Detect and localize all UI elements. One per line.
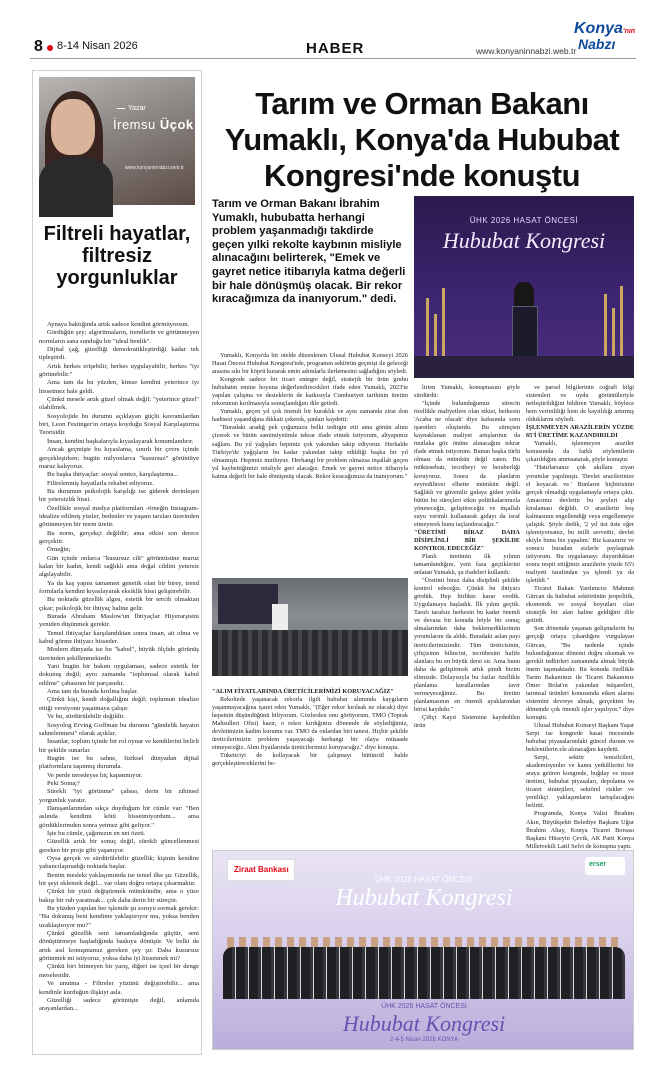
website-url: www.konyaninnabzi.web.tr (476, 46, 577, 56)
paragraph: Danışanlarımdan sıkça duyduğum bir cümle var: "Ben aslında kendimi kötü hissetmiyordum... ama gördüklerimden sonra yetmez gibi geliyor." (39, 804, 199, 829)
paragraph: Ulusal Hububat Konseyi Başkanı Yaşar Serpi ise kongrede hasat öncesinde hububat piyasalarındaki güncel durum ve beklentilerin ele alınacağını kaydetti. (526, 721, 634, 754)
paragraph: Programda, Konya Valisi İbrahim Akın, Büyükşehir Belediye Başkanı Uğur İbrahim Altay, Konya Ticaret Borsası Başkanı Hüseyin Çevik, AK Parti Konya Milletvekili Latif Selvi de konuşma yaptı. (526, 810, 634, 850)
paragraph: Ama tam da burada kırılma başlar. (47, 688, 139, 696)
paragraph: Bu yüzden yapılan her işlemde şu soruyu sormak gerekir: "Bu dokunuş beni kendime yaklaştırıyor mu, yoksa benden uzaklaştırıyor mu?" (39, 905, 199, 929)
group-bottom-top: ÜHK 2026 HASAT ÖNCESİ (381, 1003, 467, 1010)
paragraph: Çünkü güzellik seni tamamladığında güçtür, seni dönüştürmeye başladığında baskıya dönüşür. Ve belki de artık asıl konuşmamız gereken şey şu: Daha kusursuz görünmek mi istiyoruz, yoksa daha iyi hissetmek mi? (39, 930, 199, 963)
paragraph: Serpi, sektör temsilcileri, akademisyenler ve kamu yetkililerini bir araya getiren kongrede, buğday ve mısır üretimi, hububat piyasaları, depolama ve ticaret stratejileri, sektörel riskler ve yenilikçi yaklaşımların tartışılacağını belirtti. (526, 754, 634, 810)
paragraph: "ÜRETİMİ BİRAZ DAHA DİSİPLİNLİ BİR ŞEKİLDE KONTROL EDECEĞİZ" (414, 528, 520, 552)
paragraph: Peki Sonuç? (47, 779, 80, 787)
paragraph: Burada Abraham Maslow'un İhtiyaçlar Hiyerarşisini yeniden düşünmek gerekir. (39, 613, 199, 629)
paragraph: ve parsel bilgilerinin coğrafi bilgi sistemleri ve uydu görüntüleriyle netleştirildiğini bildiren Yumaklı, böylece hem verimliliği hem de kayıtlılığı artırmış olduklarını söyledi. (526, 384, 634, 424)
newspaper-logo (574, 20, 634, 56)
paragraph: İnsan, kendini başkalarıyla kıyaslayarak konumlandırır. (47, 437, 194, 445)
paragraph: Güzelliği sadece görünüşte değil, anlamda arayanlardan... (39, 996, 199, 1013)
paragraph: Sosyolog Erving Goffman bu durumu "gündelik hayatın sahnelenmesi" olarak açıklar. (39, 721, 199, 737)
paragraph: Kongrede sadece bir ticari entegre değil, stratejik bir ürün grubu hububatın emine hoyuna değerlendirecekleri ifade eden Yumaklı, 2023'te yapılan çalışma ve desteklerin de katkısıyla Cumhuriyet tarihinin üretim rekorunun kırılmasıyla sonuçlandığını dile getirdi. (212, 376, 408, 408)
logo-line1: Konya (574, 20, 623, 37)
article-body-2 (212, 688, 408, 844)
paragraph: "Üretimi biraz daha disiplinli şekilde kontrol edeceğiz. Çünkü bu ihtiyacı gördük. Hep birlikte karar verdik. Uygulamaya başladık. İlk yılını geçtik. Tarafı tarafsız herkesin bu kadar önemli ve devasa bir konuda böyle bir sonuç almalarından daha beklemediklerimin yorumlarını da aldık. Buradaki aslan payı üreticilerimizindir. Tüm üreticisinin, çiftçisinin bilincini, tecrübesini hafife alanlara bu en büyük dersi sir. Ama bunu daha da geliştirmek artık şimdi bizim elimizde. Dolayısıyla bu fazlar özellikle planlama kurallarından tavır vermeyeceğimiz. Bu üretim planlamasının en önemli ayaklarından birisi kaydıdır." (414, 577, 520, 713)
paragraph: Benim mesleki yaklaşımımda ise temel ilke şu: Güzellik, bir şeyi eklemek değil... var olanı doğru ortaya çıkarmaktır. (39, 871, 199, 888)
paragraph: Bu noktada güzellik algısı, estetik bir tercih olmaktan çıkar; psikolojik bir ihtiyaç haline gelir. (39, 596, 199, 612)
paragraph: Çünkü biri bitmeyen bir yarış, diğeri ise içsel bir denge meselesidir. (39, 963, 199, 979)
paragraph: Güzellik artık bir sonuç değil, sürekli güncellenmesi gereken bir proje gibi yaşanıyor. (39, 838, 199, 854)
paragraph: Gün içinde onlarca "kusursuz cilt" görüntüsüne maruz kalan bir kadın, kendi sağlıklı ama doğal cildini yetersiz algılayabilir. (39, 554, 199, 579)
logo-line2: Nabzı (578, 36, 616, 52)
group-bottom-date: 2-4-5 Nisan 2026 KONYA (389, 1037, 459, 1043)
paragraph: İşte bu cümle, çağımızın en net özeti. (47, 829, 146, 837)
author-name: İremsu Üçok (113, 117, 194, 132)
paragraph: "ALIM FİYATLARINDA ÜRETİCİLERİMİZİ KORUYACAĞIZ" (212, 688, 394, 695)
paragraph: Yumaklı, işlenmeyen araziler konusunda da farklı söylentilerin çıkarıldığını anımsatarak, şöyle konuştu: (526, 440, 634, 464)
group-banner-title: Hububat Kongresi (335, 885, 513, 911)
paragraph: Filtrelenmiş hayatlarla rekabet ediyoruz. (47, 479, 154, 487)
paragraph: Rekoltede yaşanacak rekorla ilgili hububat alımında kaygıların yaşanmayacağına işaret eden Yumaklı, "(Eğer rekor kırılsak ne olacak) diye hepsinin düşündüğünü biliyorum. Gözlerden onu görüyorum. TMO (Toprak Mahsulleri Ofisi) hazır, o rekor kırdığımız dönemde de söylediğimiz, devletimizin kadim kurumu var. TMO da onlardan biri tanesi. Hiçbir şekilde üreticilerimizin problem yaşayacağı herhangi bir olaya müsaade etmeyeceğiz. Alım fiyatlarında üreticilerimizi koruyacağız." diye konuştu. (212, 696, 408, 752)
paragraph: Artık herkes erişebilir, herkes uygulayabilir, herkes "iyi görünebilir." (39, 362, 199, 379)
article-body-4 (526, 384, 634, 850)
paragraph: Çünkü kişi, kendi doğallığını değil; toplumun idealize ettiği versiyonu yaşatmaya çalışır. (39, 696, 199, 712)
paragraph: Ama tam da bu yüzden, kimse kendini yeterince iyi hissetmez hale geldi. (39, 379, 199, 395)
author-site: www.konyaninnabzi.web.tr (125, 165, 184, 171)
paragraph: "Hatırlarsanız çok akıllara ziyan yorumlar yapılmıştı. 'Devlet arazilerinize el koyacak ve.' Bunların hiçbirisinin gerçek olmadığı uygulamayla ortaya çıktı. Amacımız devletin bu şeyleri alıp kiralaması değildi. O arazilerin boş kalmasının engellendiği veya engellemeye çalıştık. Şöyle dedik, '2 yıl üst üste eğer işlemiyorsanız, bu milli servettir, devlet ekiyle bunu biz yapalım.' Biz kazanırız ve sonucu buradan sizlerle paylaşmak istiyorum. Bu uygulamayı duyurduktan sonra tespit ettiğimiz arazilerin yüzde 65'i maliyeti tarafından ya işlendi ya da işletildi." (526, 464, 634, 585)
paragraph: Yumaklı, Konya'da bir otelde düzenlenen Ulusal Hububat Konseyi 2026 Hasat Öncesi Hububat Kongresi'nde, programın sektörün geçmişi ile geleceği arasına sıkı bir köprü kurarak emin adımlarla ilerlemesini sağladığını söyledi. (212, 352, 408, 376)
paragraph: Gördüğün şey; algoritmaların, trendlerin ve görünmeyen normların sana sunduğu bir "ideal benlik". (39, 329, 199, 345)
paragraph: "Buradaki aradığ pek çoğumuzu belki tedirgin etti ama gönün altını çizerek ve bütün samimiyetimle tekrar ifade etmek istiyorum, altyapımız sağlam. Bu yıl yağışları hepimiz çok yakından takip ediyoruz. Herhalde Türkiye'de yağışların bu kadar yakından takip edildiği başka bir yıl olmamıştı. Hepimiz mutluyuz. Herhangi bir problem olmazsa inşallah geçen yıl kaybettiğimizi misliyle geri alacağız. Emek ve gayret netice itibarıyla katma değerli bir hale dönüşmüş olacak. Rekor kıracağımıza da inanıyorum." (212, 424, 408, 480)
column-title: Filtreli hayatlar, filtresiz yorgunluklar (43, 223, 191, 289)
group-photo (212, 850, 634, 1050)
paragraph: Sürekli "iyi görünme" çabası, derin bir zihinsel yorgunluk yaratır. (39, 788, 199, 804)
paragraph: Bu norm, gerçekçi değildir; ama etkisi son derece gerçektir. (39, 529, 199, 545)
paragraph: Yani bugün bir bakım uygulaması, sadece estetik bir dokunuş değil; aynı zamanda "toplumsal olarak kabul edilme" çabasının bir parçasıdır. (39, 663, 199, 687)
page-header (0, 0, 662, 60)
page-number: 8 (34, 38, 43, 55)
paragraph: Ancak geçmişte bu kıyaslama, sınırlı bir çevre içinde gerçekleşirken; bugün milyonlarca "kusursuz" görüntüye maruz kalıyoruz. (39, 446, 199, 470)
paragraph: Çiftçi Kayıt Sistemine kaydedilen ürün (414, 713, 520, 729)
page-date: 8-14 Nisan 2026 (57, 40, 138, 52)
sponsor-banner: Ziraat Bankası (227, 859, 295, 881)
page-dot-icon (47, 45, 53, 51)
paragraph: Tüketiciyi de kollayacak bir çalışmayı bütüncül halde gerçekleştireceklerini be- (212, 752, 408, 768)
opinion-column (32, 70, 202, 1055)
author-tag: Yazar (117, 105, 146, 112)
sponsor-logo: erser (585, 857, 625, 875)
paragraph: Ve bu, sürdürülebilir değildir. (47, 713, 125, 721)
group-banner-top: ÜHK 2026 HASAT ÖNCESİ (375, 875, 473, 884)
paragraph: İŞLENMEYEN ARAZİLERİN YÜZDE 65'İ ÜRETİME KAZANDIRILDI (526, 424, 634, 440)
paragraph: lirten Yumaklı, konuşmasını şöyle sürdürdü: (414, 384, 520, 400)
paragraph: Dijital çağ, güzelliği demokratikleştirdiği kadar tek tipleştirdi. (39, 346, 199, 362)
paragraph: Özellikle sosyal medya platformları -örneğin Instagram- idealize edilmiş yüzler, bedenler ve yaşam tarzları üzerinden görünmeyen bir norm üretir. (39, 504, 199, 529)
section-label: HABER (306, 40, 365, 57)
author-photo (39, 77, 195, 205)
article-body-3 (414, 384, 520, 844)
group-people (223, 947, 625, 999)
header-divider (30, 58, 636, 59)
paragraph: Sosyolojide bu durumu açıklayan güçlü kavramlardan biri, Leon Festinger'ın ortaya koyduğu Sosyal Karşılaştırma Teorisidir. (39, 412, 199, 437)
paragraph: Bu durumun psikolojik karşılığı ise giderek derinleşen bir yetersizlik hissi. (39, 487, 199, 504)
paragraph: İnsanlar, toplum içinde bir rol oynar ve kendilerini belirli bir şekilde sunarlar. (39, 738, 199, 754)
paragraph: Ve unutma - Filtreler yüzünü değiştirebilir... ama kendinle kurduğun ilişkiyi asla. (39, 980, 199, 996)
article-headline: Tarım ve Orman Bakanı Yumaklı, Konya'da Hububat Kongresi'nde konuştu (224, 86, 620, 193)
paragraph: Örneğin; (47, 546, 71, 554)
stage-photo (414, 196, 634, 378)
paragraph: Ticaret Bakan Yardımcısı Mahmut Gürcan da hububat sektörünün jeopolitik, ekonomik ve sosyal boyutları olan stratejik bir alan haline geldiğini dile getirdi. (526, 585, 634, 625)
paragraph: Çünkü mesele artık güzel olmak değil; "yeterince güzel" olabilmek. (39, 396, 199, 412)
column-body (39, 321, 199, 1053)
paragraph: Oysa gerçek ve sürdürülebilir güzellik; kişinin kendine yabancılaşmadığı noktada başlar. (39, 855, 199, 871)
article-body-1 (212, 352, 408, 572)
paragraph: Bugün ise bu sahne, fiziksel dünyadan dijital platformlara taşınmış durumda. (39, 754, 199, 771)
paragraph: Ya da kaş yapısı tamamen genetik olan bir birey, trend formlarla kendini kıyaslayarak eksiklik hissi geliştirebilir. (39, 579, 199, 595)
stage-banner-top: ÜHK 2026 HASAT ÖNCESİ (469, 216, 579, 225)
paragraph: Bu başka ihtiyaçlar: sosyal sentez, karşılaştırma... (47, 471, 179, 479)
paragraph: Yumaklı, geçen yıl çok önemli bir kuraklık ve aynı zamanda zirai don hadisesi yaşandığına dikkati çekerek, şunları kaydetti: (212, 408, 408, 424)
paragraph: Temel ihtiyaçlar karşılandıktan sonra insan, ait olma ve kabul görme ihtiyacı hisseder. (39, 629, 199, 646)
audience-photo (212, 578, 408, 676)
article-lead: Tarım ve Orman Bakanı İbrahim Yumaklı, hububatta herhangi problem yaşanmadığı takdirde geçen yılki rekolte kaybının misliyle alınacağını belirterek, "Emek ve gayret netice itibarıyla katma değerli bir hale dönüşmüş olacak. Bir rekor kıracağımıza da inanıyorum." dedi. (212, 198, 406, 306)
paragraph: Ve perde neredeyse hiç kapanmıyor. (47, 771, 143, 779)
paragraph: Çünkü bir yüzü değiştirmek mümkündür, ama o yüze bakışı bir ruh yaratmak... çok daha derin bir süreçtir. (39, 888, 199, 904)
podium (512, 306, 538, 362)
group-bottom-title: Hububat Kongresi (342, 1011, 506, 1036)
paragraph: Son dönemde yaşanan gelişmelerin bu gerçeği ortaya çıkardığını vurgulayan Gürcan, "Bu nedenle içinde bulunduğumuz dönemi doğru okumak ve gerekli tedbirleri zamanında almak büyük önem taşımaktadır. Bu konuda özellikle Tarım Bakanımız ile Ticaret Bakanımız Ömer Bolat'ın yakından istişareleri, tarımsal ürünleri konusunda etken alarını sistemini devreye almak, gerçekten bu dönemde çok önemli işler yapılıyor." diye konuştu. (526, 625, 634, 721)
paragraph: Planlı üretimin ilk yılının tamamlandığını, yeni faza geçtiklerini anlatan Yumaklı, şu ifadeleri kullandı: (414, 552, 520, 577)
paragraph: Aynaya baktığında artık sadece kendini görmüyorsun. (47, 321, 190, 328)
paragraph: Modern dünyada ise bu "kabul", büyük ölçüde görünüş üzerinden şekillenmektedir. (39, 646, 199, 662)
logo-suffix: 'nın (622, 28, 636, 35)
stage-banner-title: Hububat Kongresi (442, 228, 606, 253)
paragraph: "İçinde bulunduğumuz sürecin özellikle maliyetlere olan etkisi, herkesin 'Acaba ne olacak' diye kafasında soru işaretleri oluşturdu. Bu süreçten kaynaklanan maliyet artışlarının da mutlaka göz önüne alınacağını tekrar ifade etmek istiyorum. Bunun başka türlü olması da mümkün değil zaten. Bu müktesebatı, tecrübeyi ve beraberliği koruyoruz. Sonra da planların zeyrediliresi elbette mümkün değil. Sağlıklı ve güvenilir gıdaya giden yolda bütün bu süreçleri etkin politikalarımızla yöneteceğiz, geliştireceğiz ve inşallah suyu verimli kullanarak gıdayı da israf etmeyerek bunu taçlandıracağız." (414, 400, 520, 528)
